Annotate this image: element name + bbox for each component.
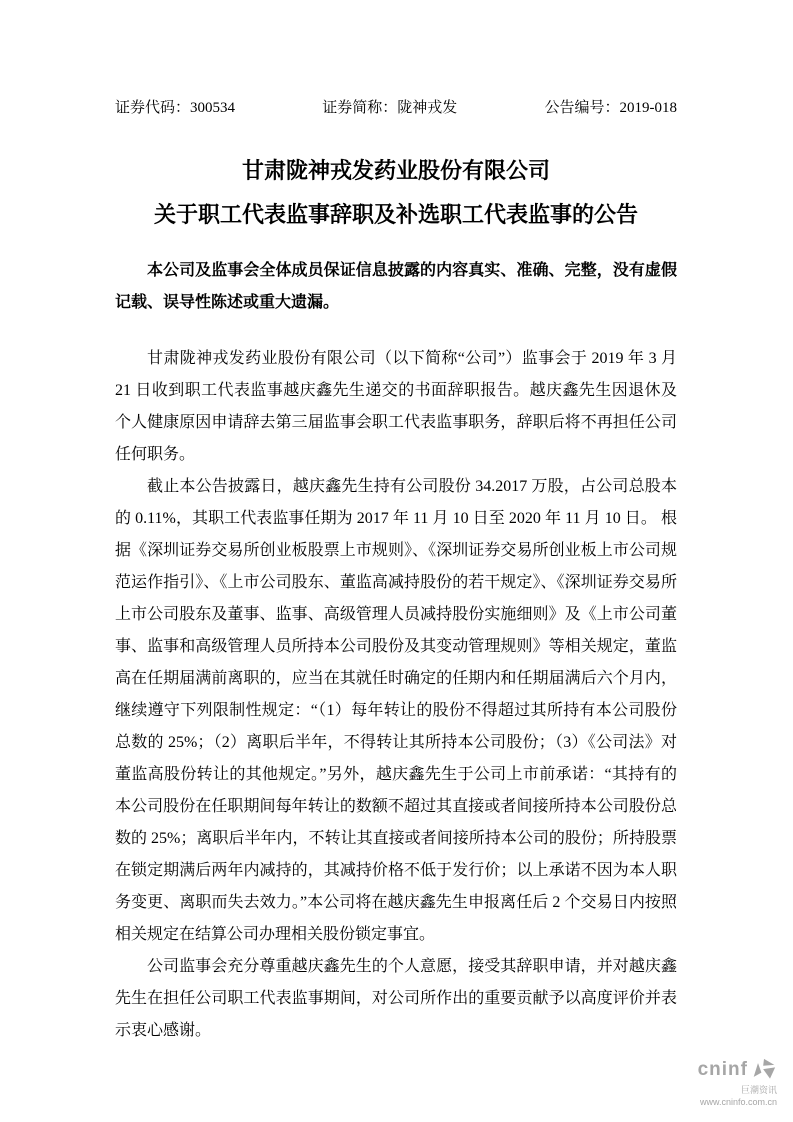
body-paragraph-shareholding-rules: 截止本公告披露日，越庆鑫先生持有公司股份 34.2017 万股，占公司总股本的 0.11%，其职工代表监事任期为 2017 年 11 月 10 日至 2020 年 11 月 10 日。 根据《深圳证券交易所创业板股票上市规则》、《深圳证券交易所创业板上市公司规范运作指引》、《上市公司股东、董监高减持股份的若干规定》、《深圳证券交易所上市公司股东及董事、监事、高级管理人员减持股份实施细则》及《上市公司董事、监事和高级管理人员所持本公司股份及其变动管理规则》等相关规定，董监高在任期届满前离职的，应当在其就任时确定的任期内和任期届满后六个月内，继续遵守下列限制性规定：“（1）每年转让的股份不得超过其所持有本公司股份总数的 25%；（2）离职后半年，不得转让其所持本公司股份；（3）《公司法》对董监高股份转让的其他规定。”另外，越庆鑫先生于公司上市前承诺：“其持有的本公司股份在任职期间每年转让的数额不超过其直接或者间接所持本公司股份总数的 25%；离职后半年内，不转让其直接或者间接所持本公司的股份；所持股票在锁定期满后两年内减持的，其减持价格不低于发行价；以上承诺不因为本人职务变更、离职而失去效力。”本公司将在越庆鑫先生申报离任后 2 个交易日内按照相关规定在结算公司办理相关股份锁定事宜。 [115, 478, 677, 943]
cninfo-brand-row [698, 1058, 777, 1082]
cninfo-sub-block [698, 1084, 777, 1108]
cninfo-url-text: www.cninfo.com.cn [699, 1096, 777, 1107]
document-content [115, 96, 677, 1047]
document-title [115, 149, 677, 237]
company-name-title-line: 甘肃陇神戎发药业股份有限公司 [241, 158, 550, 183]
announcement-number-label: 公告编号：2019-018 [544, 100, 677, 116]
body-paragraph-resignation: 甘肃陇神戎发药业股份有限公司（以下简称“公司”）监事会于 2019 年 3 月 21 日收到职工代表监事越庆鑫先生递交的书面辞职报告。越庆鑫先生因退休及个人健康原因申请辞去第三届监事会职工代表监事职务，辞职后将不再担任公司任何职务。 [115, 350, 677, 463]
cninfo-logo-icon [751, 1058, 777, 1082]
cninfo-watermark [698, 1058, 777, 1108]
body-paragraph-gratitude: 公司监事会充分尊重越庆鑫先生的个人意愿，接受其辞职申请，并对越庆鑫先生在担任公司职工代表监事期间，对公司所作出的重要贡献予以高度评价并表示衷心感谢。 [115, 958, 677, 1039]
cninfo-brand-text: cninf [697, 1059, 748, 1081]
stock-code-label: 证券代码：300534 [115, 100, 236, 116]
disclaimer-paragraph: 本公司及监事会全体成员保证信息披露的内容真实、准确、完整，没有虚假记载、误导性陈述或重大遗漏。 [115, 262, 677, 311]
cninfo-sub-text: 巨潮资讯 [740, 1084, 777, 1095]
stock-name-label: 证券简称：陇神戎发 [322, 100, 458, 116]
document-header [115, 96, 677, 117]
announcement-title-line: 关于职工代表监事辞职及补选职工代表监事的公告 [153, 202, 638, 227]
